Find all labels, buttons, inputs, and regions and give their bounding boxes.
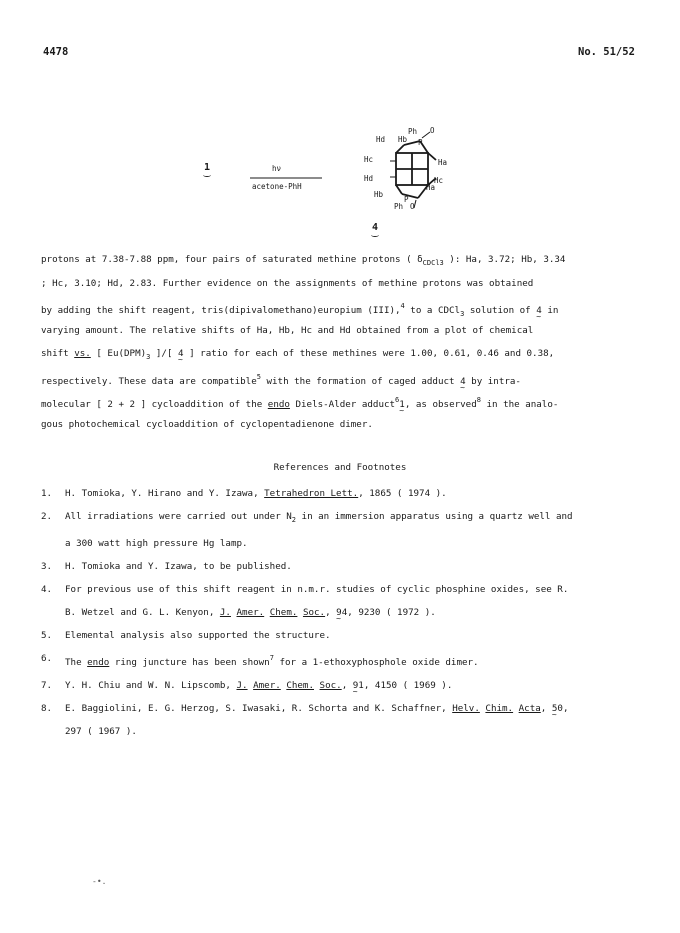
page-number: 4478	[43, 46, 69, 58]
product-number: 4	[372, 222, 379, 233]
label-hc-right: Hc	[434, 176, 444, 185]
cage-structure-drawing	[190, 118, 490, 248]
condition-light: hν	[272, 164, 282, 173]
label-ha-bottom: Ha	[426, 183, 436, 192]
scan-mark: -•.	[92, 877, 107, 886]
body-line-5: shift vs. [ $Eu(DPM)_3$ ]/[ 4 ~ ] ratio for each of these methines were 1.00, 0.61, 0.46 and 0.38,	[41, 342, 641, 366]
body-line-2: ; Hc, 3.10; Hd, 2.83. Further evidence on the assignments of methine protons was obtained	[41, 277, 534, 289]
label-p-bottom: P	[404, 195, 409, 204]
reactant-number: 1	[204, 162, 211, 173]
references-heading: References and Footnotes	[273, 462, 407, 473]
reference-8: 8. E. Baggiolini, E. G. Herzog, S. Iwasaki, R. Schorta and K. Schaffner, Helv. Chim. Acta, 50 ~, 297 ( 1967 ).	[41, 697, 641, 743]
label-ph-top: Ph	[408, 127, 418, 136]
condition-solvent: acetone-PhH	[252, 182, 302, 191]
body-line-8: gous photochemical cycloaddition of cyclopentadienone dimer.	[41, 418, 373, 430]
reference-6: 6. The endo ring juncture has been shown$^7$ for a 1-ethoxyphosphole oxide dimer.	[41, 653, 479, 668]
body-line-6: respectively. These data are compatible$^5$ with the formation of caged adduct 4 ~ by intra-	[41, 366, 641, 390]
reference-1: 1. H. Tomioka, Y. Hirano and Y. Izawa, Tetrahedron Lett., 1865 ( 1974 ).	[41, 488, 447, 499]
references-list	[41, 482, 641, 743]
label-o-bottom: O	[410, 202, 415, 211]
body-line-7: molecular [ 2 + 2 ] cycloaddition of the endo Diels-Alder adduct$^6$1 ~, as observed$^8$ in the analo-	[41, 389, 641, 413]
reference-4: 4. For previous use of this shift reagent in n.m.r. studies of cyclic phosphine oxides, see R. B. Wetzel and G. L. Kenyon, J. Amer. Chem. Soc., 94 ~, 9230 ( 1972 ).	[41, 578, 641, 624]
label-hb-top: Hb	[398, 135, 408, 144]
reaction-scheme	[190, 118, 490, 248]
p-o-bond-top	[422, 132, 430, 138]
label-p-top: P	[418, 138, 423, 147]
body-line-3: by adding the shift reagent, tris(dipivalomethano)europium (III),$^4$ to a CDCl$_3$ solution of 4 ~ in	[41, 295, 641, 319]
reference-3: 3. H. Tomioka and Y. Izawa, to be published.	[41, 561, 292, 572]
body-line-1: protons at 7.38-7.88 ppm, four pairs of saturated methine protons ( $\delta_{CDCl3}$ ): Ha, 3.72; Hb, 3.34	[41, 254, 566, 267]
label-ha-right: Ha	[438, 158, 448, 167]
journal-issue: No. 51/52	[578, 46, 635, 58]
label-o-top: O	[430, 126, 435, 135]
label-hd-top: Hd	[376, 135, 386, 144]
label-hb-bottom: Hb	[374, 190, 384, 199]
label-hc-left: Hc	[364, 155, 374, 164]
body-paragraph	[41, 248, 641, 436]
reference-2: 2. All irradiations were carried out under $N_2$ in an immersion apparatus using a quartz well and a 300 watt high pressure Hg lamp.	[41, 511, 573, 549]
body-line-4: varying amount. The relative shifts of Ha, Hb, Hc and Hd obtained from a plot of chemical	[41, 324, 534, 336]
reference-5: 5. Elemental analysis also supported the structure.	[41, 630, 331, 641]
reference-7: 7. Y. H. Chiu and W. N. Lipscomb, J. Amer. Chem. Soc., 91 ~, 4150 ( 1969 ).	[41, 674, 641, 697]
label-hd-left: Hd	[364, 174, 374, 183]
label-ph-bottom: Ph	[394, 202, 404, 211]
